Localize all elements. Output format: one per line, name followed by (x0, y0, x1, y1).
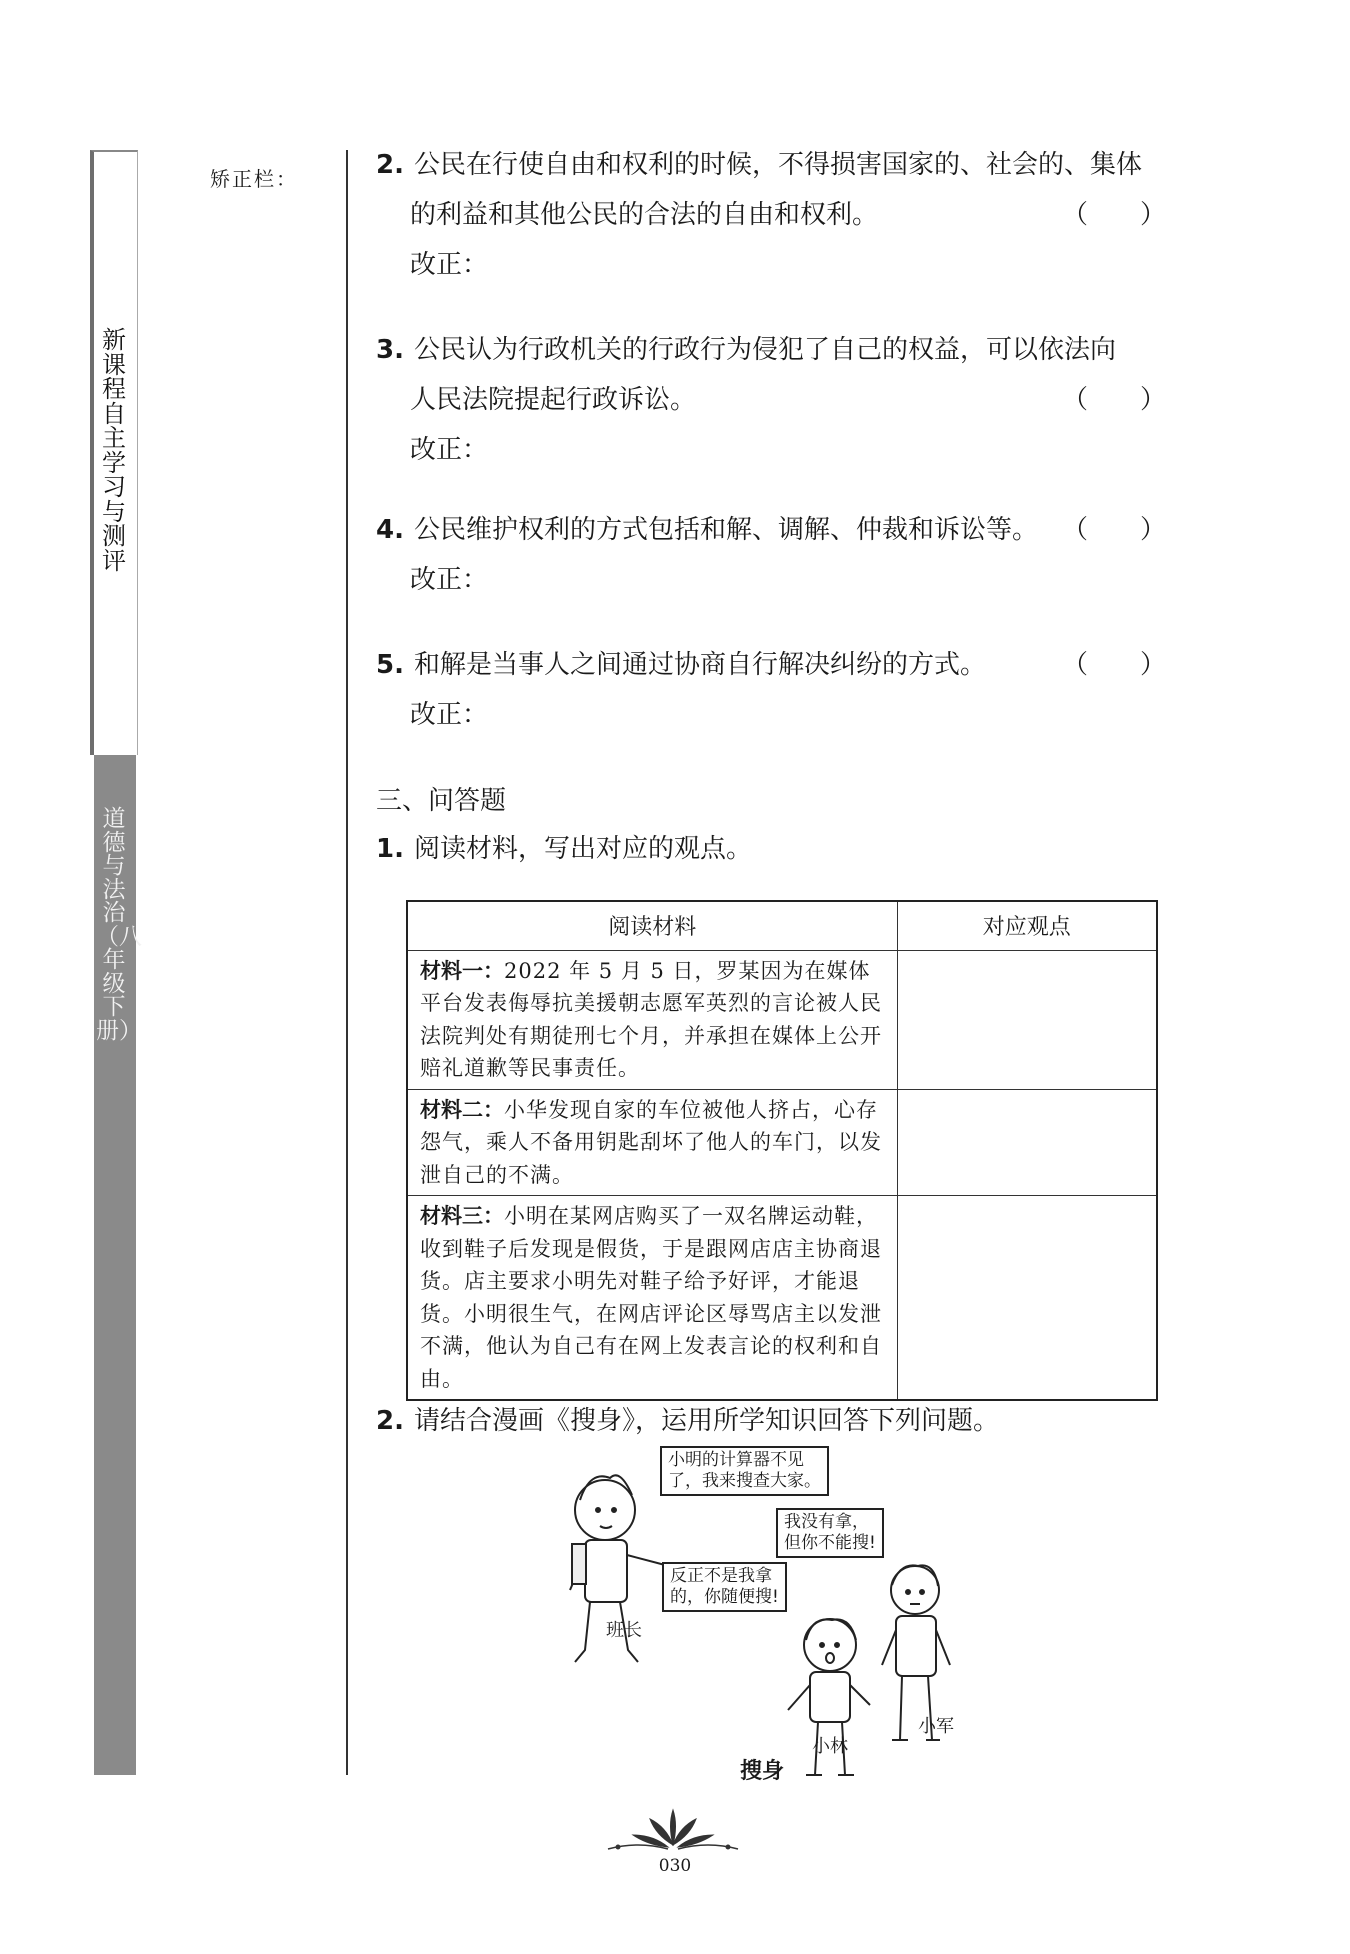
correction-prompt: 改正： (410, 250, 489, 280)
viewpoint-answer-cell[interactable] (897, 950, 1157, 1089)
correction-column-divider (346, 150, 348, 1775)
table-row (407, 950, 1157, 1089)
page-number: 030 (658, 1856, 692, 1876)
reading-material-table (406, 900, 1158, 1401)
sidebar-subject-title: 道德与法治（八年级下册） (96, 806, 142, 1044)
label-xiaolin: 小林 (812, 1736, 848, 1757)
question-1-prompt: 1. 阅读材料，写出对应的观点。 (376, 834, 752, 864)
cartoon-title: 搜身 (740, 1759, 785, 1784)
label-xiaojun: 小军 (918, 1716, 954, 1737)
table-row (407, 1089, 1157, 1196)
leaf-ornament-icon (598, 1805, 748, 1855)
correction-prompt: 改正： (410, 565, 489, 595)
speech-bubble-xiaolin: 反正不是我拿 的，你随便搜! (662, 1562, 787, 1612)
label-monitor: 班长 (606, 1620, 642, 1641)
material-cell: 材料三：小明在某网店购买了一双名牌运动鞋，收到鞋子后发现是假货，于是跟网店店主协商退货。店主要求小明先对鞋子给予好评，才能退货。小明很生气，在网店评论区辱骂店主以发泄不满，他认为自己有在网上发表言论的权利和自由。 (407, 1196, 897, 1401)
question-3: 3. 公民认为行政机关的行政行为侵犯了自己的权益，可以依法向 人民法院提起行政诉讼。 （ ） 改正： (376, 325, 1166, 475)
speech-bubble-xiaojun: 我没有拿， 但你不能搜! (776, 1508, 884, 1558)
material-cell: 材料一：2022 年 5 月 5 日，罗某因为在媒体平台发表侮辱抗美援朝志愿军英烈的言论被人民法院判处有期徒刑七个月，并承担在媒体上公开赔礼道歉等民事责任。 (407, 950, 897, 1089)
correction-column-label: 矫正栏： (210, 167, 298, 191)
material-cell: 材料二：小华发现自家的车位被他人挤占，心存怨气，乘人不备用钥匙刮坏了他人的车门，以发泄自己的不满。 (407, 1089, 897, 1196)
question-4: 4. 公民维护权利的方式包括和解、调解、仲裁和诉讼等。 （ ） 改正： (376, 505, 1166, 605)
answer-parentheses[interactable]: （ ） (1061, 385, 1166, 415)
answer-parentheses[interactable]: （ ） (1061, 515, 1166, 545)
question-5: 5. 和解是当事人之间通过协商自行解决纠纷的方式。 （ ） 改正： (376, 640, 1166, 740)
question-2-prompt: 2. 请结合漫画《搜身》，运用所学知识回答下列问题。 (376, 1406, 999, 1436)
answer-parentheses[interactable]: （ ） (1061, 200, 1166, 230)
table-header-material: 阅读材料 (407, 901, 897, 950)
section-title: 三、问答题 (376, 786, 507, 816)
sidebar-series-title: 新课程自主学习与测评 (102, 326, 126, 575)
correction-prompt: 改正： (410, 700, 489, 730)
speech-bubble-monitor: 小明的计算器不见 了，我来搜查大家。 (660, 1446, 829, 1496)
cartoon-illustration (540, 1440, 980, 1800)
answer-parentheses[interactable]: （ ） (1061, 650, 1166, 680)
viewpoint-answer-cell[interactable] (897, 1196, 1157, 1401)
question-2: 2. 公民在行使自由和权利的时候，不得损害国家的、社会的、集体 的利益和其他公民的合法的自由和权利。 （ ） 改正： (376, 140, 1166, 290)
table-header-viewpoint: 对应观点 (897, 901, 1157, 950)
viewpoint-answer-cell[interactable] (897, 1089, 1157, 1196)
correction-prompt: 改正： (410, 435, 489, 465)
table-row (407, 1196, 1157, 1401)
